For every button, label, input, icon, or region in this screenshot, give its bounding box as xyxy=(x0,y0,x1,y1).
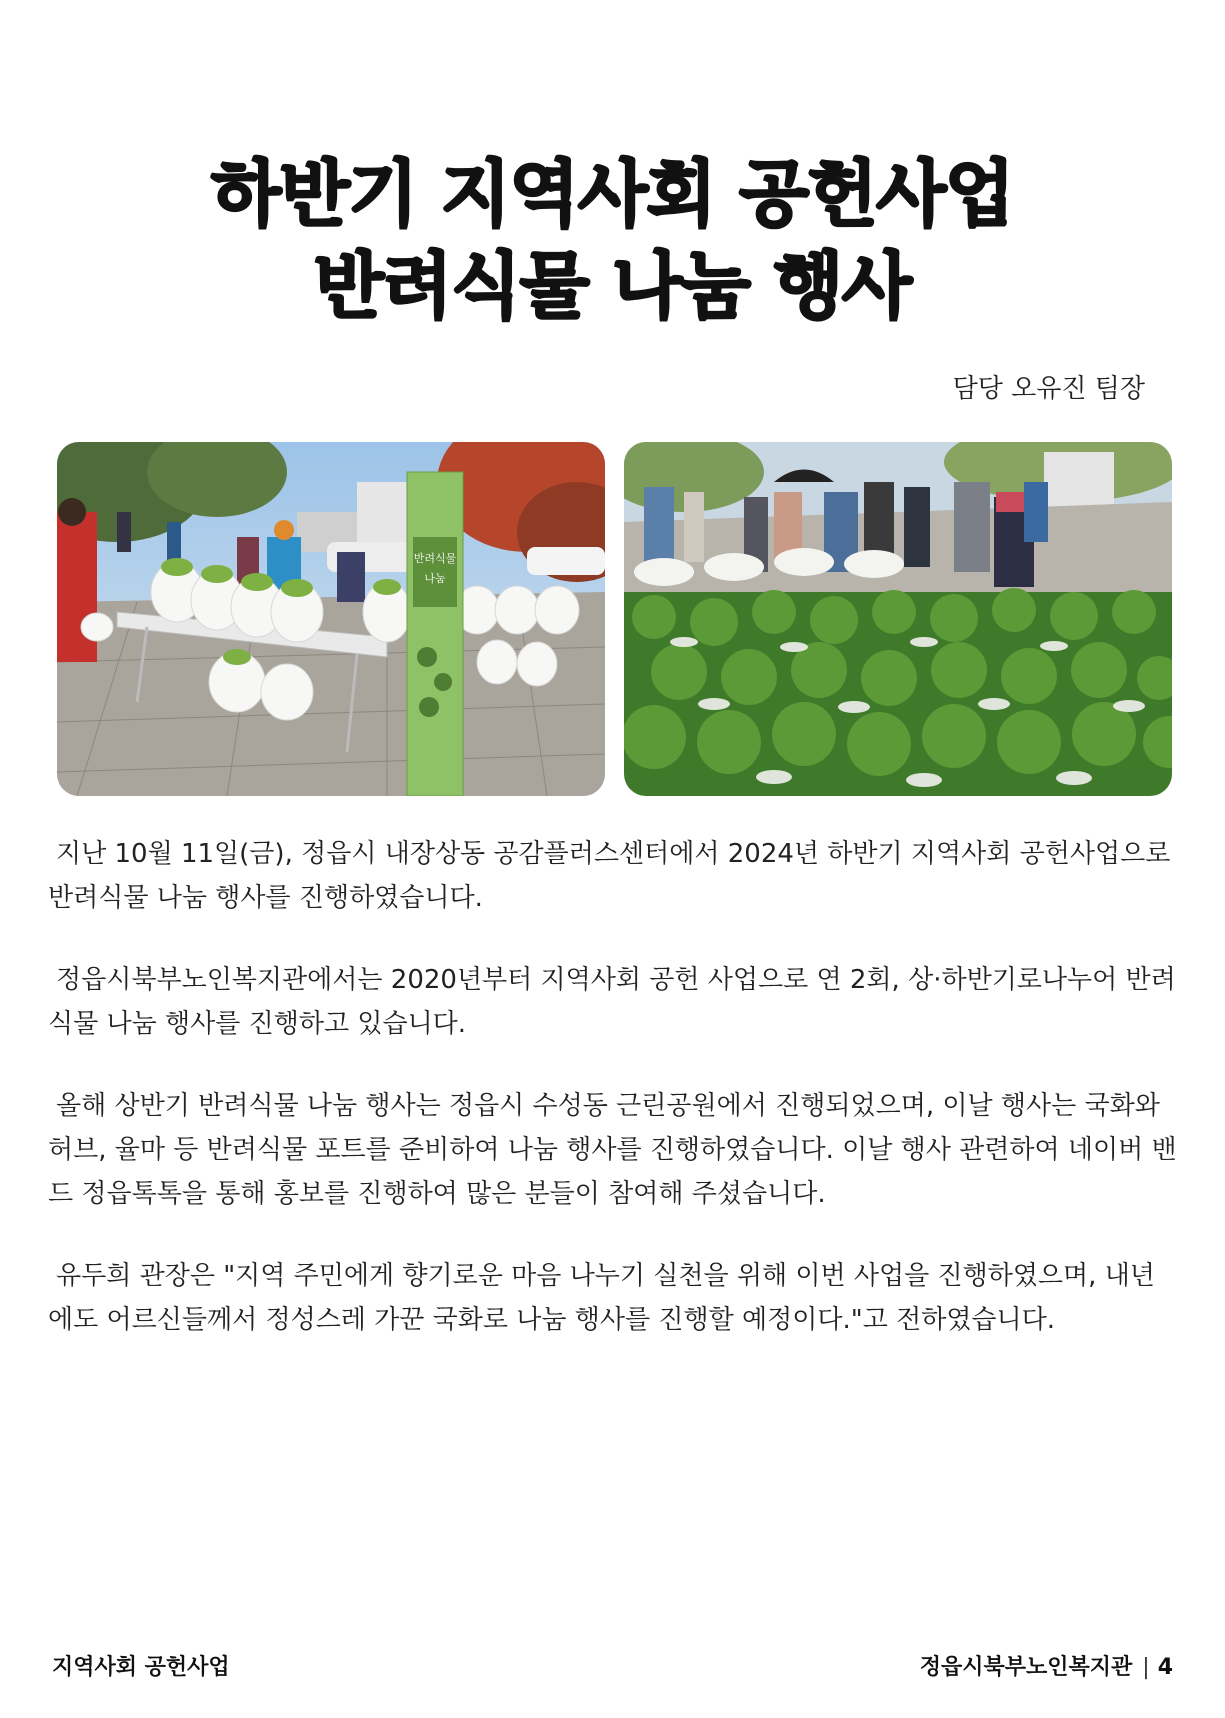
page-title xyxy=(0,148,1225,332)
author-byline: 담당 오유진 팀장 xyxy=(952,374,1145,404)
event-photo-plants xyxy=(624,442,1172,796)
event-photo-tables xyxy=(57,442,605,796)
banner-text-line2: 나눔 xyxy=(424,572,446,585)
article-body xyxy=(48,832,1180,1380)
footer-org-page xyxy=(920,1650,1173,1681)
banner-text-line1: 반려식물 xyxy=(413,552,457,565)
paragraph-1: 지난 10월 11일(금), 정읍시 내장상동 공감플러스센터에서 2024년 하반기 지역사회 공헌사업으로 반려식물 나눔 행사를 진행하였습니다. xyxy=(48,839,1171,913)
footer-separator: | xyxy=(1142,1655,1150,1680)
paragraph-2: 정읍시북부노인복지관에서는 2020년부터 지역사회 공헌 사업으로 연 2회, 상·하반기로나누어 반려식물 나눔 행사를 진행하고 있습니다. xyxy=(48,965,1176,1039)
footer-section-name: 지역사회 공헌사업 xyxy=(52,1655,230,1680)
paragraph-3: 올해 상반기 반려식물 나눔 행사는 정읍시 수성동 근린공원에서 진행되었으며, 이날 행사는 국화와 허브, 율마 등 반려식물 포트를 준비하여 나눔 행사를 진행하였습니다. 이날 행사 관련하여 네이버 밴드 정읍톡톡을 통해 홍보를 진행하여 많은 분들이 참여해 주셨습니다. xyxy=(48,1091,1177,1209)
page-number: 4 xyxy=(1157,1655,1173,1680)
title-line-2: 반려식물 나눔 행사 xyxy=(314,244,911,328)
paragraph-4: 유두희 관장은 "지역 주민에게 향기로운 마음 나누기 실천을 위해 이번 사업을 진행하였으며, 내년에도 어르신들께서 정성스레 가꾼 국화로 나눔 행사를 진행할 예정이다."고 전하였습니다. xyxy=(48,1261,1155,1335)
title-line-1: 하반기 지역사회 공헌사업 xyxy=(211,152,1014,236)
footer-org-name: 정읍시북부노인복지관 xyxy=(919,1655,1133,1680)
